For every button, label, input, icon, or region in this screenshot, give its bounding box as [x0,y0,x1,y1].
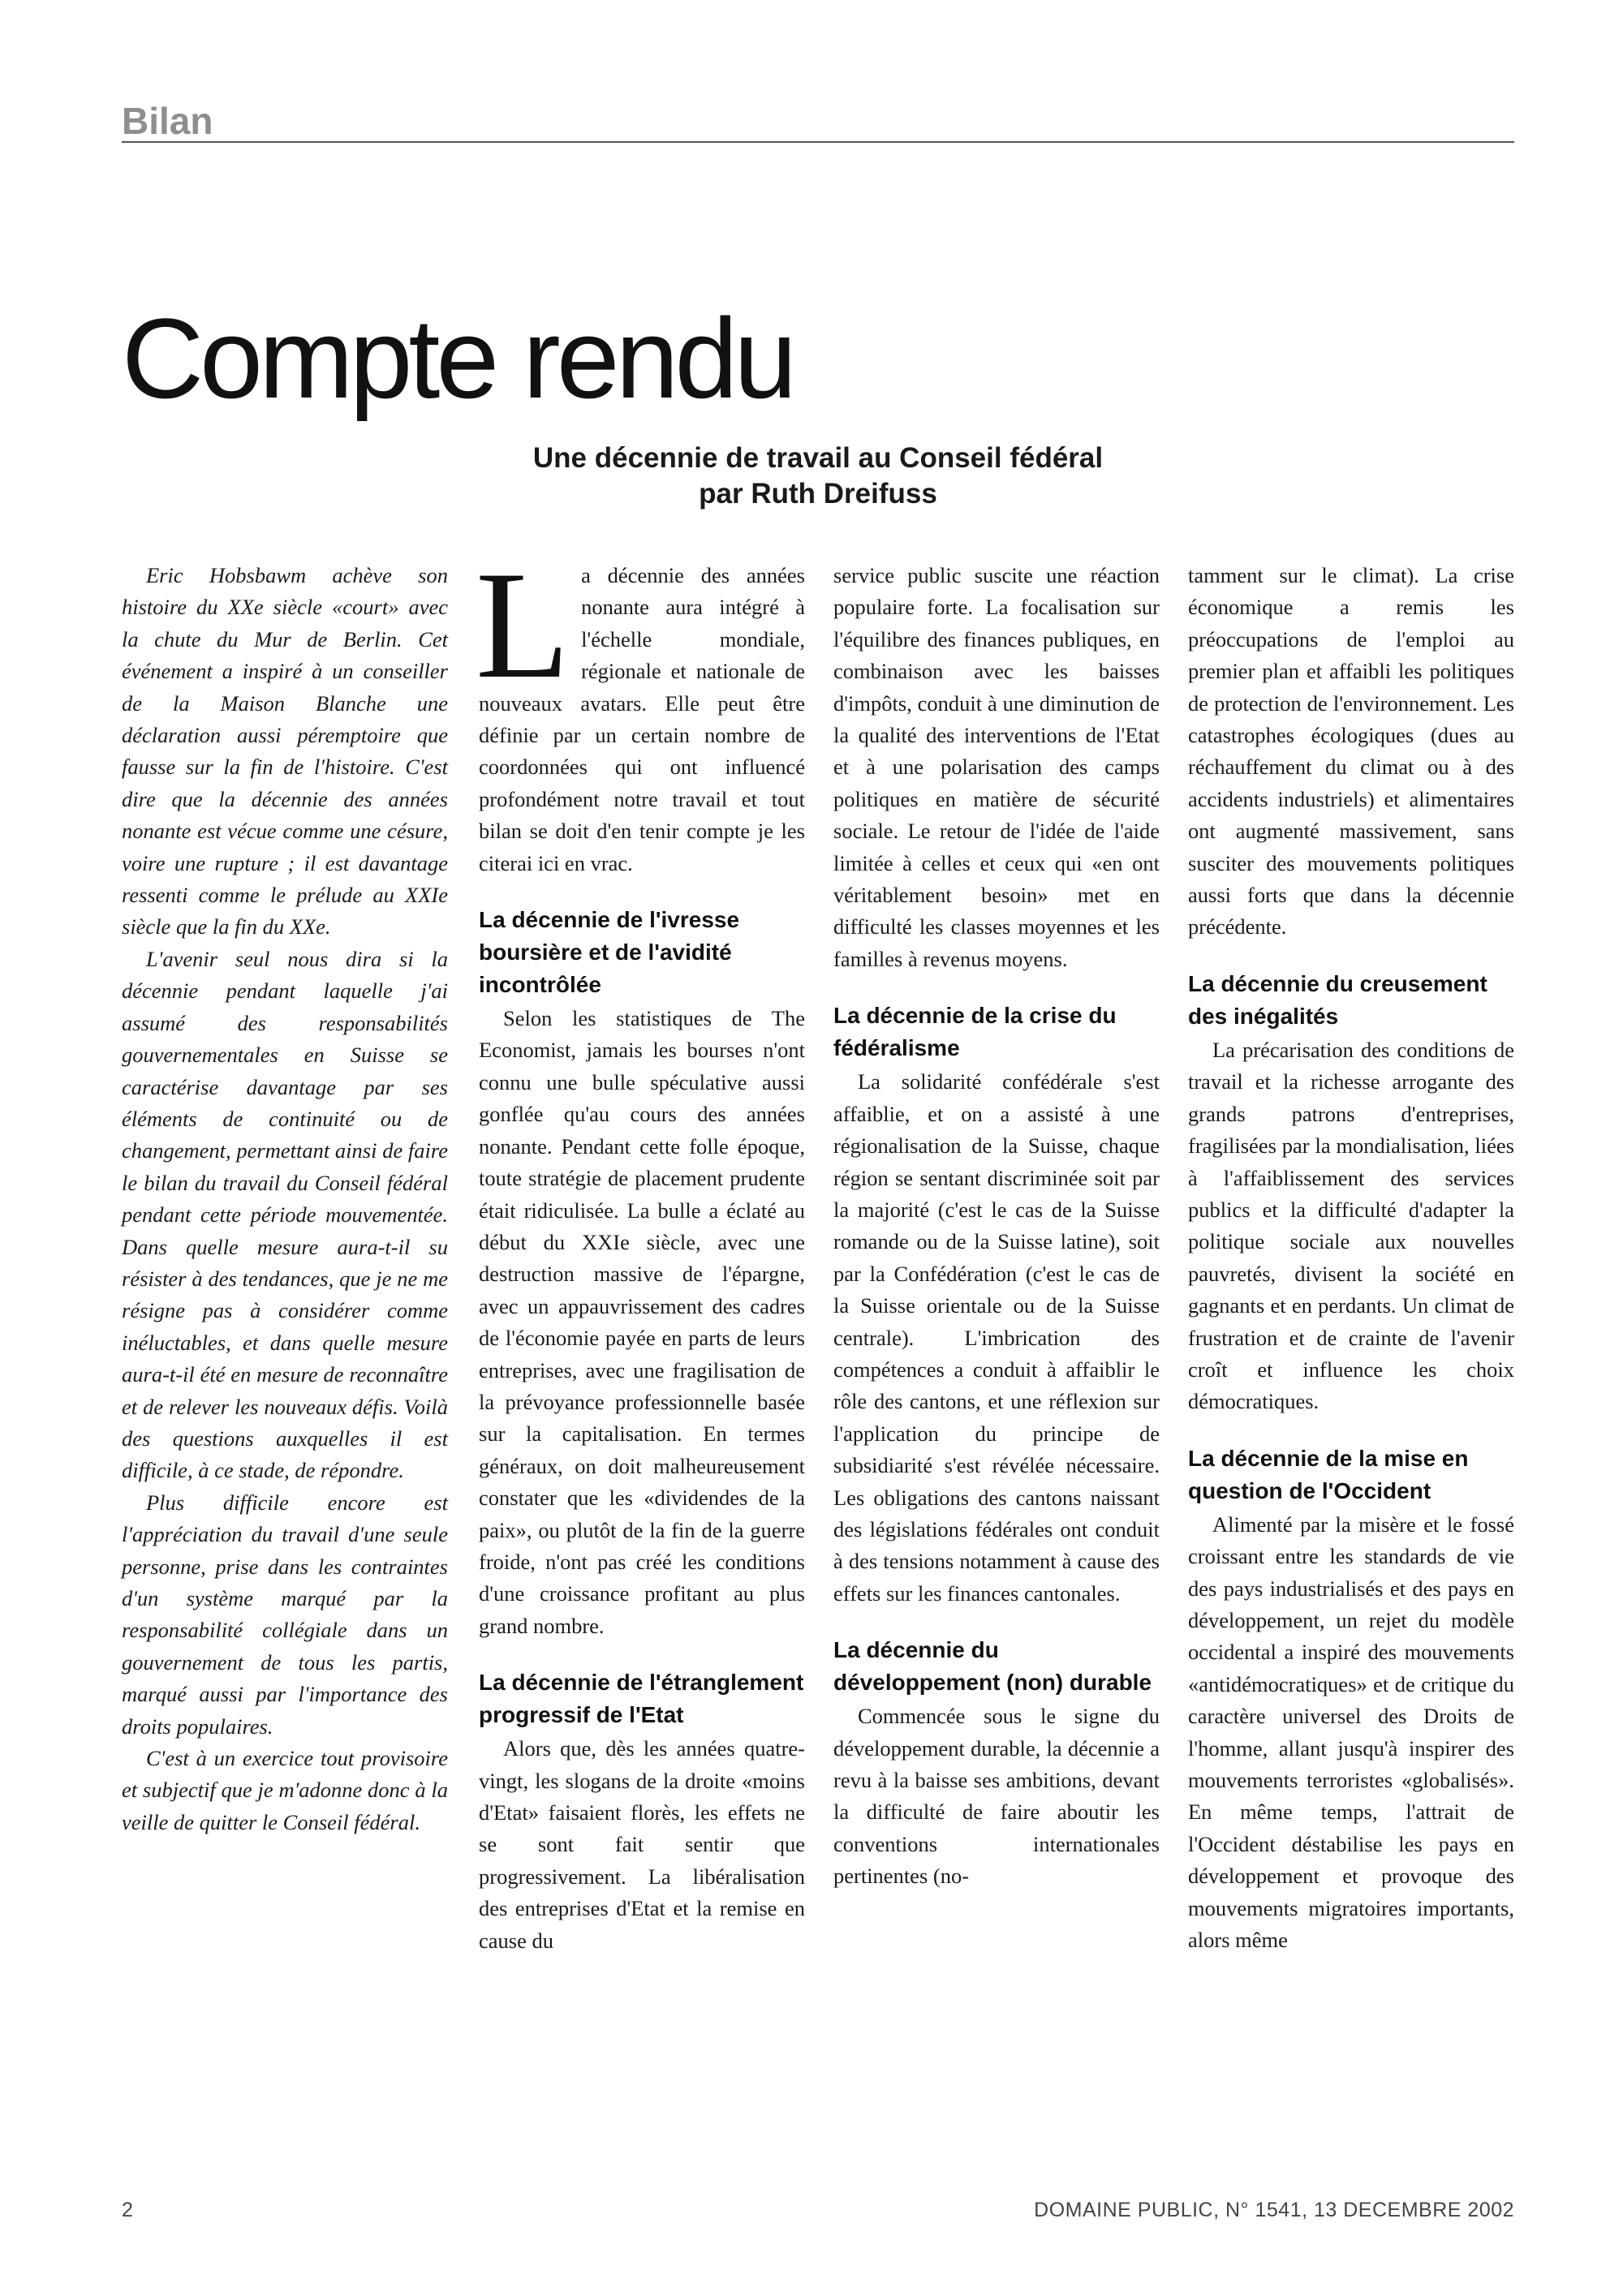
intro-paragraph: Eric Hobsbawm achève son histoire du XXe siècle «court» avec la chute du Mur de Berlin. Cet événement a inspiré à un conseiller de la Maison Blanche une déclaration aussi péremptoire que fausse sur la fin de l'histoire. C'est dire que la décennie des années nonante est vécue comme une césure, voire une rupture ; il est davantage ressenti comme le prélude au XXIe siècle que la fin du XXe. [122,563,448,939]
section-heading: La décennie de la crise du fédéralisme [833,1003,1117,1061]
intro-paragraph: Plus difficile encore est l'appréciation du travail d'une seule personne, prise dans les contraintes d'un système marqué par la responsabilité collégiale dans un gouvernement de tous les partis, marqué aussi par l'importance des droits populaires. [122,1490,448,1739]
article-subtitle [122,441,1514,512]
subtitle-line-1: Une décennie de travail au Conseil fédéral [532,442,1104,474]
page-number: 2 [122,2199,133,2221]
body-paragraph: service public suscite une réaction populaire forte. La focalisation sur l'équilibre des finances publiques, en combinaison avec les baisses d'impôts, conduit à une diminution de la qualité des interventions de l'Etat et à une polarisation des camps politiques en matière de sécurité sociale. Le retour de l'idée de l'aide limitée à celles et ceux qui «en ont véritablement besoin» met en difficulté les classes moyennes et les familles à revenus moyens. [833,563,1160,971]
publication-footer: DOMAINE PUBLIC, N° 1541, 13 DECEMBRE 2002 [1034,2199,1514,2221]
page-title: Compte rendu [122,294,794,422]
section-rubric: Bilan [122,100,213,142]
section-heading: La décennie de la mise en question de l'Occident [1188,1445,1469,1503]
article-column-2 [476,540,805,1957]
drop-cap: L [476,540,570,711]
body-paragraph: Commencée sous le signe du développement durable, la décennie a revu à la baisse ses ambitions, devant la difficulté de faire aboutir les conventions internationales pertinentes (no- [833,1704,1160,1889]
body-paragraph: La précarisation des conditions de travail et la richesse arrogante des grands patrons d'entreprises, fragilisées par la mondialisation, liées à l'affaiblissement des services publics et la difficulté d'adapter la politique sociale aux nouvelles pauvretés, divisent la société en gagnants et en perdants. Un climat de frustration et de crainte de l'avenir croît et influence les choix démocratiques. [1188,1037,1514,1414]
subtitle-author: par Ruth Dreifuss [699,478,937,510]
intro-column [122,560,448,1838]
body-paragraph: tamment sur le climat). La crise économique a remis les préoccupations de l'emploi au premier plan et affaibli les politiques de protection de l'environnement. Les catastrophes écologiques (dues au réchauffement du climat ou à des accidents industriels) et alimentaires ont augmenté massivement, sans susciter des mouvements politiques aussi forts que dans la décennie précédente. [1188,563,1514,939]
section-heading: La décennie du développement (non) durable [833,1637,1152,1696]
opening-paragraph [476,540,805,879]
body-paragraph: Selon les statistiques de The Economist, jamais les bourses n'ont connu une bulle spéculative aussi gonflée qu'au cours des années nonante. Pendant cette folle époque, toute stratégie de placement prudente était ridiculisée. La bulle a éclaté au début du XXIe siècle, avec une destruction massive de l'épargne, avec un appauvrissement des cadres de l'économie payée en parts de leurs entreprises, avec une fragilisation de la prévoyance professionnelle basée sur la capitalisation. En termes généraux, on doit malheureusement constater que les «dividendes de la paix», ou plutôt de la fin de la guerre froide, n'ont pas créé les conditions d'une croissance profitant au plus grand nombre. [479,1006,805,1638]
body-paragraph: La solidarité confédérale s'est affaiblie, et on a assisté à une régionalisation de la Suisse, chaque région se sentant discriminée soit par la majorité (c'est le cas de la Suisse romande ou de la Suisse latine), soit par la Confédération (c'est le cas de la Suisse orientale ou de la Suisse centrale). L'imbrication des compétences a conduit à affaiblir le rôle des cantons, et une réflexion sur l'application du principe de subsidiarité s'est révélée nécessaire. Les obligations des cantons naissant des législations fédérales ont conduit à des tensions notamment à cause des effets sur les finances cantonales. [833,1069,1160,1606]
article-column-3 [833,560,1160,1893]
intro-paragraph: L'avenir seul nous dira si la décennie pendant laquelle j'ai assumé des responsabilités gouvernementales en Suisse se caractérise davantage par ses éléments de continuité ou de changement, permettant ainsi de faire le bilan du travail du Conseil fédéral pendant cette période mouvementée. Dans quelle mesure aura-t-il su résister à des tendances, que je ne me résigne pas à considérer comme inéluctables, et dans quelle mesure aura-t-il été en mesure de reconnaître et de relever les nouveaux défis. Voilà des questions auxquelles il est difficile, à ce stade, de répondre. [122,946,448,1483]
section-heading: La décennie de l'étranglement progressif de l'Etat [479,1670,804,1728]
section-heading: La décennie du creusement des inégalités [1188,970,1487,1029]
opening-text: a décennie des années nonante aura intégré à l'échelle mondiale, régionale et nationale de nouveaux avatars. Elle peut être définie par un certain nombre de coordonnées qui ont influencé profondément notre travail et tout bilan se doit d'en tenir compte je les citerai ici en vrac. [479,563,805,875]
section-heading: La décennie de l'ivresse boursière et de l'avidité incontrôlée [479,907,740,998]
article-column-4 [1188,560,1514,1956]
intro-paragraph: C'est à un exercice tout provisoire et subjectif que je m'adonne donc à la veille de quitter le Conseil fédéral. [122,1746,448,1834]
body-paragraph: Alors que, dès les années quatre-vingt, les slogans de la droite «moins d'Etat» faisaient florès, les effets ne se sont fait sentir que progressivement. La libéralisation des entreprises d'Etat et la remise en cause du [479,1736,805,1953]
rubric-rule [122,141,1514,143]
body-paragraph: Alimenté par la misère et le fossé croissant entre les standards de vie des pays industrialisés et des pays en développement, un rejet du modèle occidental a inspiré des mouvements «antidémocratiques» et de critique du caractère universel des Droits de l'homme, allant jusqu'à inspirer des mouvements terroristes «globalisés». En même temps, l'attrait de l'Occident déstabilise les pays en développement et provoque des mouvements migratoires importants, alors même [1188,1511,1514,1953]
